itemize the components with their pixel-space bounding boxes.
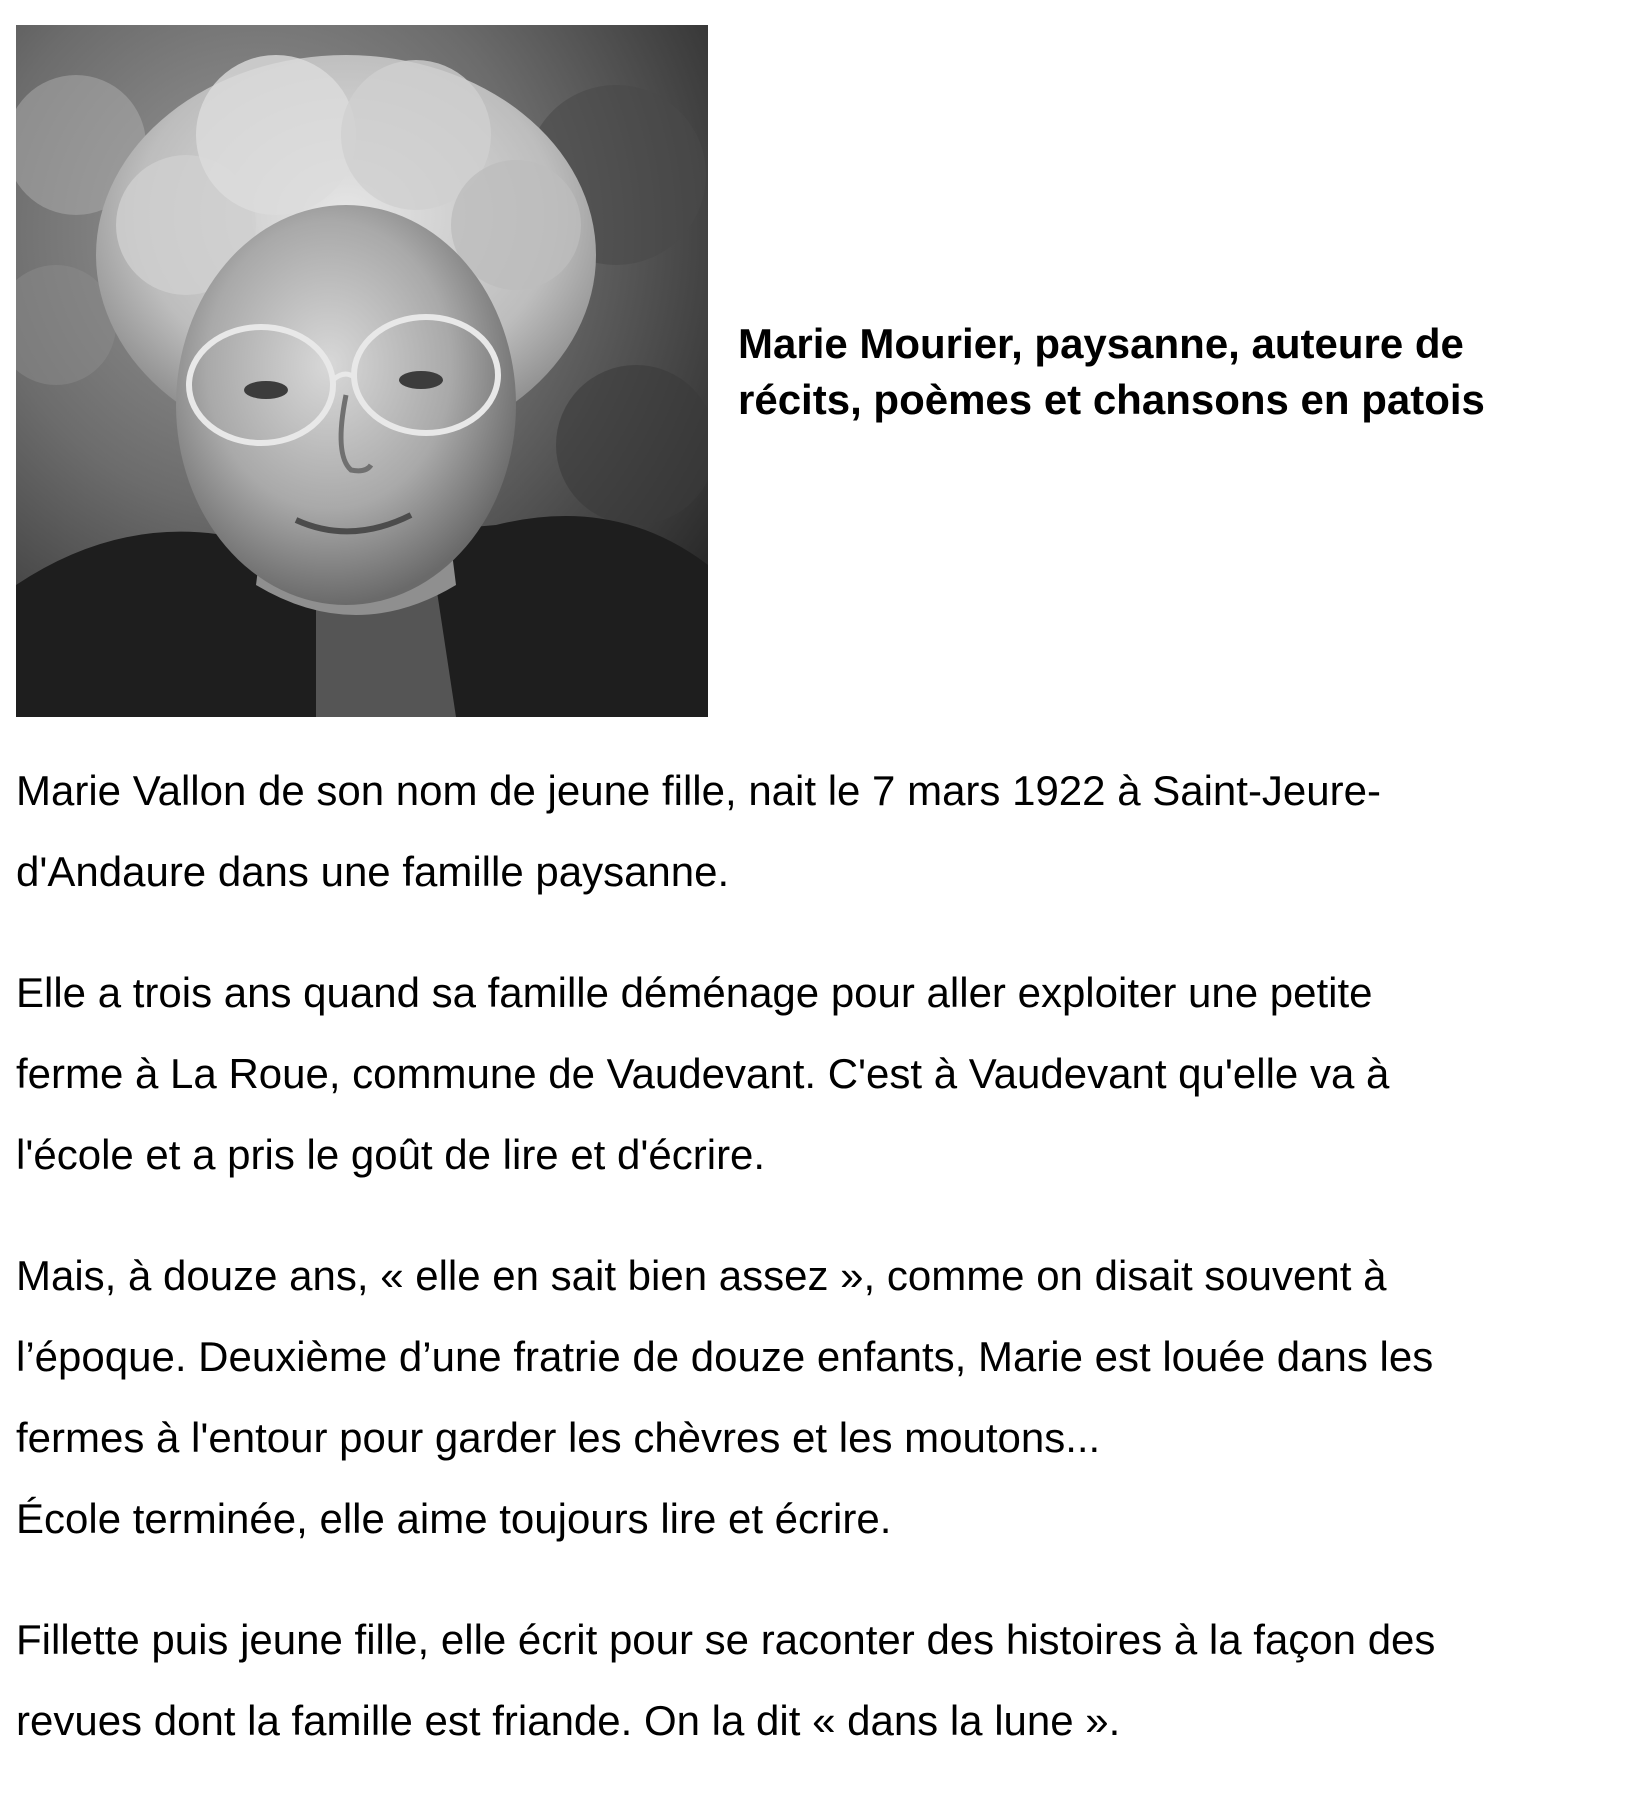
text-line: Fillette puis jeune fille, elle écrit pour se raconter des histoires à la façon des [16,1616,1436,1663]
text-line: Marie Vallon de son nom de jeune fille, nait le 7 mars 1922 à Saint-Jeure- [16,767,1381,814]
text-line: ferme à La Roue, commune de Vaudevant. C'est à Vaudevant qu'elle va à [16,1050,1390,1097]
page-title [738,316,1618,428]
text-line: École terminée, elle aime toujours lire et écrire. [16,1495,892,1542]
text-line: Mais, à douze ans, « elle en sait bien assez », comme on disait souvent à [16,1252,1387,1299]
paragraph [16,750,1626,912]
title-line: Marie Mourier, paysanne, auteure de [738,320,1464,367]
title-line: récits, poèmes et chansons en patois [738,376,1485,423]
text-line: d'Andaure dans une famille paysanne. [16,848,730,895]
paragraph [16,1235,1626,1559]
portrait-photo-icon [16,25,708,717]
text-line: Elle a trois ans quand sa famille déménage pour aller exploiter une petite [16,969,1373,1016]
text-line: fermes à l'entour pour garder les chèvres et les moutons... [16,1414,1101,1461]
text-line: revues dont la famille est friande. On la dit « dans la lune ». [16,1697,1121,1744]
article-body [16,750,1626,1801]
portrait-photo [16,25,708,717]
paragraph [16,952,1626,1195]
paragraph [16,1599,1626,1761]
text-line: l'école et a pris le goût de lire et d'écrire. [16,1131,766,1178]
text-line: l’époque. Deuxième d’une fratrie de douze enfants, Marie est louée dans les [16,1333,1434,1380]
